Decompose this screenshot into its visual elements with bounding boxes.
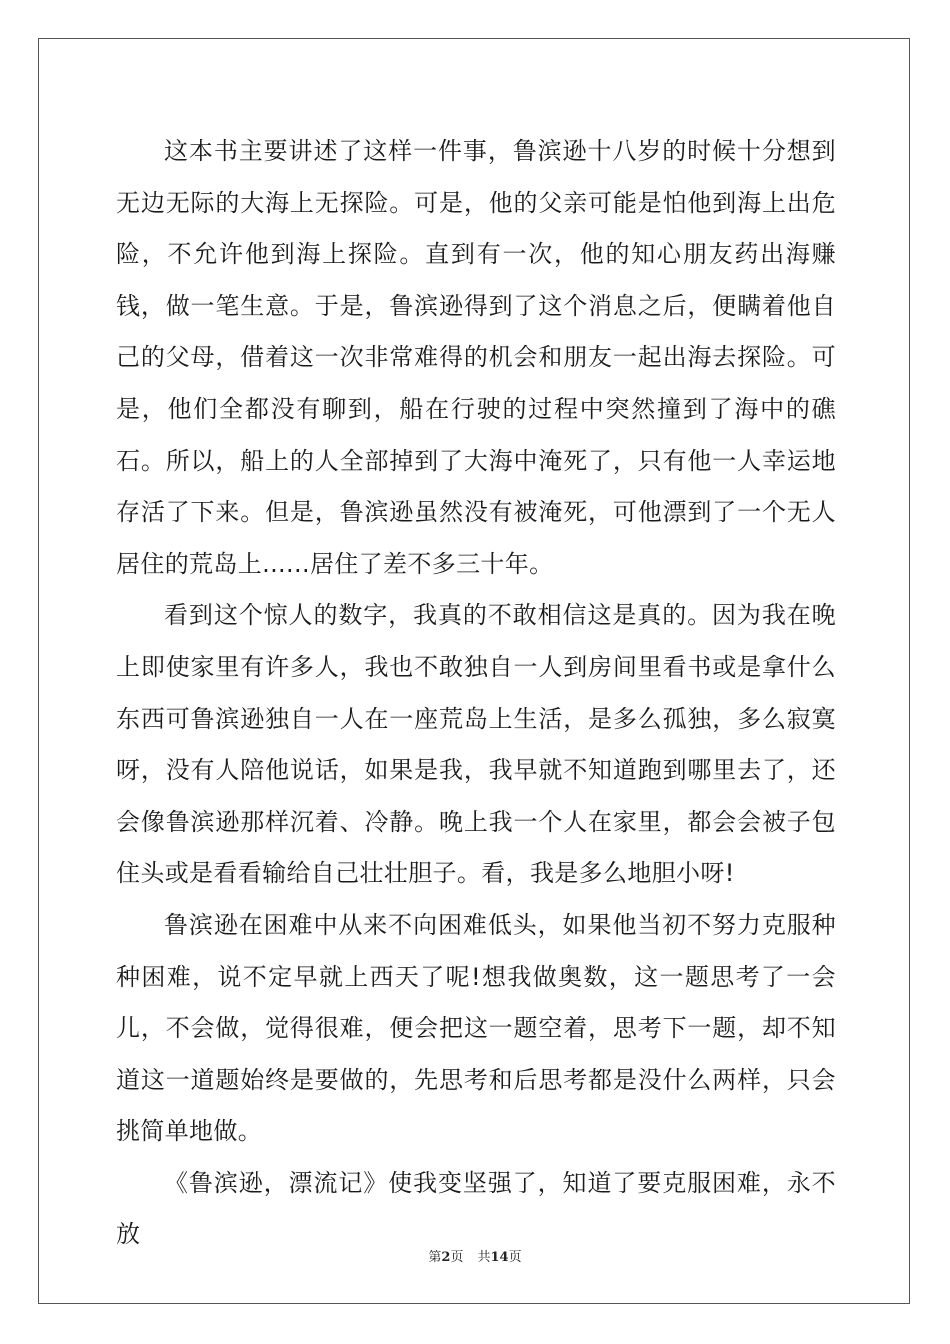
paragraph: 看到这个惊人的数字，我真的不敢相信这是真的。因为我在晚上即使家里有许多人，我也不敢独自一人到房间里看书或是拿什么东西可鲁滨逊独自一人在一座荒岛上生活，是多么孤独，多么寂寞呀，没有人陪他说话，如果是我，我早就不知道跑到哪里去了，还会像鲁滨逊那样沉着、冷静。晚上我一个人在家里，都会会被子包住头或是看看输给自己壮壮胆子。看，我是多么地胆小呀! bbox=[116, 601, 836, 888]
page-footer bbox=[0, 1246, 950, 1265]
total-label-prefix: 共 bbox=[477, 1250, 491, 1265]
page-label-prefix: 第 bbox=[428, 1250, 442, 1265]
paragraph: 这本书主要讲述了这样一件事，鲁滨逊十八岁的时候十分想到无边无际的大海上无探险。可是，他的父亲可能是怕他到海上出危险，不允许他到海上探险。直到有一次，他的知心朋友药出海赚钱，做一笔生意。于是，鲁滨逊得到了这个消息之后，便瞒着他自己的父母，借着这一次非常难得的机会和朋友一起出海去探险。可是，他们全都没有聊到，船在行驶的过程中突然撞到了海中的礁石。所以，船上的人全部掉到了大海中淹死了，只有他一人幸运地存活了下来。但是，鲁滨逊虽然没有被淹死，可他漂到了一个无人居住的荒岛上......居住了差不多三十年。 bbox=[116, 137, 836, 578]
paragraph: 《鲁滨逊，漂流记》使我变坚强了，知道了要克服困难，永不放 bbox=[116, 1168, 836, 1249]
total-page-count: 14 bbox=[490, 1250, 509, 1265]
total-label-suffix: 页 bbox=[508, 1250, 522, 1265]
current-page-number: 2 bbox=[441, 1250, 451, 1265]
document-body bbox=[116, 126, 836, 1261]
page-label-suffix: 页 bbox=[450, 1250, 464, 1265]
paragraph: 鲁滨逊在困难中从来不向困难低头，如果他当初不努力克服种种困难，说不定早就上西天了呢!想我做奥数，这一题思考了一会儿，不会做，觉得很难，便会把这一题空着，思考下一题，却不知道这一道题始终是要做的，先思考和后思考都是没什么两样，只会挑简单地做。 bbox=[116, 910, 836, 1146]
